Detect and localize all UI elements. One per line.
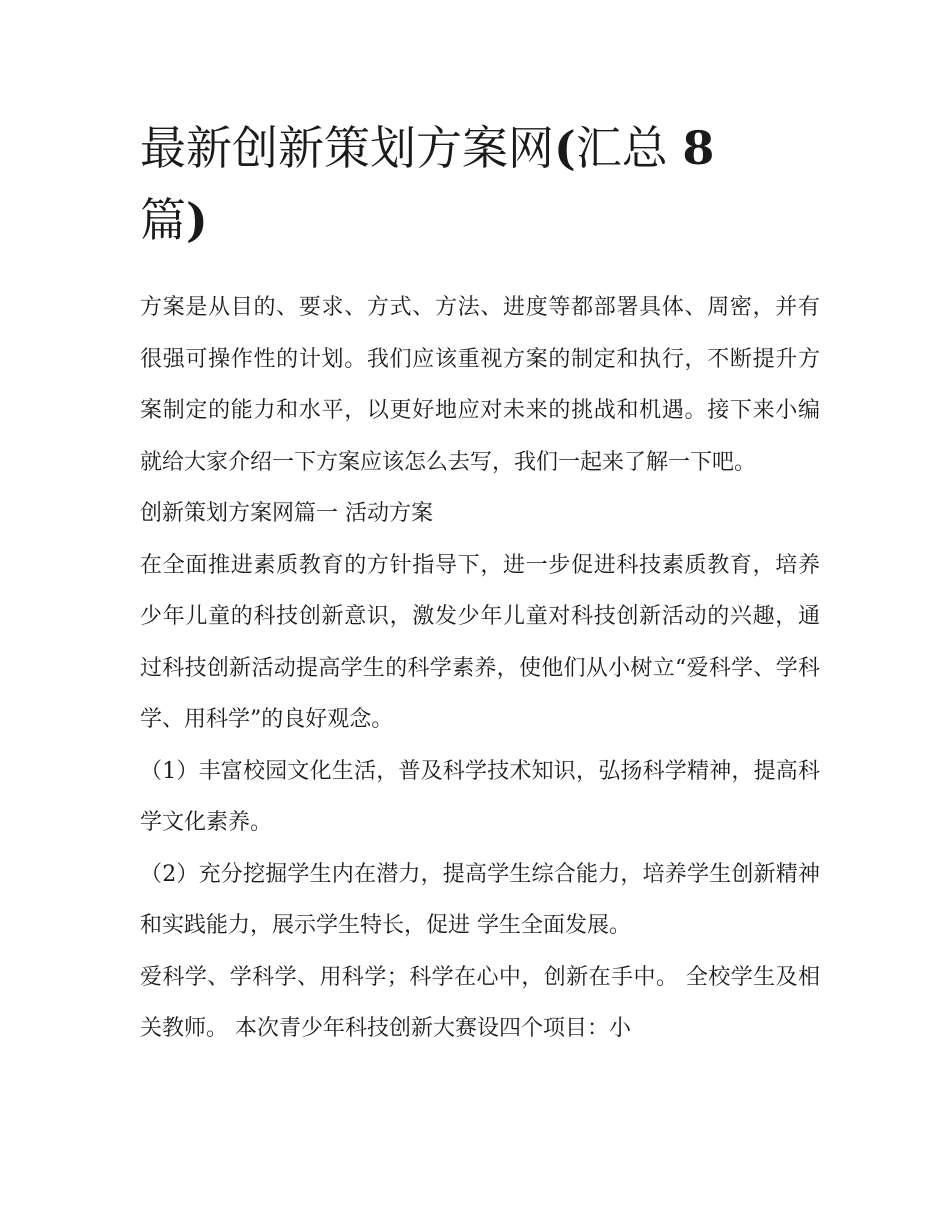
title-middle: 汇总 [575, 121, 668, 175]
intro-paragraph: 方案是从目的、要求、方式、方法、进度等都部署具体、周密，并有很强可操作性的计划。我们应该重视方案的制定和执行，不断提升方案制定的能力和水平，以更好地应对未来的挑战和机遇。接下来小编就给大家介绍一下方案应该怎么去写，我们一起来了解一下吧。 [140, 295, 820, 475]
title-end: 篇 [140, 193, 186, 247]
list-item-2: （2）充分挖掘学生内在潜力，提高学生综合能力，培养学生创新精神和实践能力，展示学生特长，促进 学生全面发展。 [140, 861, 820, 938]
list-item-1: （1）丰富校园文化生活，普及科学技术知识，弘扬科学精神，提高科学文化素养。 [140, 758, 820, 835]
body-paragraph-1: 在全面推进素质教育的方针指导下，进一步促进科技素质教育，培养少年儿童的科技创新意识，激发少年儿童对科技创新活动的兴趣，通过科技创新活动提高学生的科学素养，使他们从小树立“爱科学、学科学、用科学”的良好观念。 [140, 552, 820, 732]
body-paragraph-2: 爱科学、学科学、用科学；科学在心中，创新在手中。 全校学生及相关教师。 本次青少年科技创新大赛设四个项目：小 [140, 964, 820, 1041]
title-main: 最新创新策划方案网 [140, 121, 554, 175]
title-number: 8 [682, 121, 715, 175]
title-paren-close: ) [186, 193, 208, 247]
section-heading: 创新策划方案网篇一 活动方案 [140, 501, 433, 526]
document-content [140, 112, 820, 1055]
document-title [140, 112, 780, 256]
title-paren-open: ( [554, 121, 576, 175]
